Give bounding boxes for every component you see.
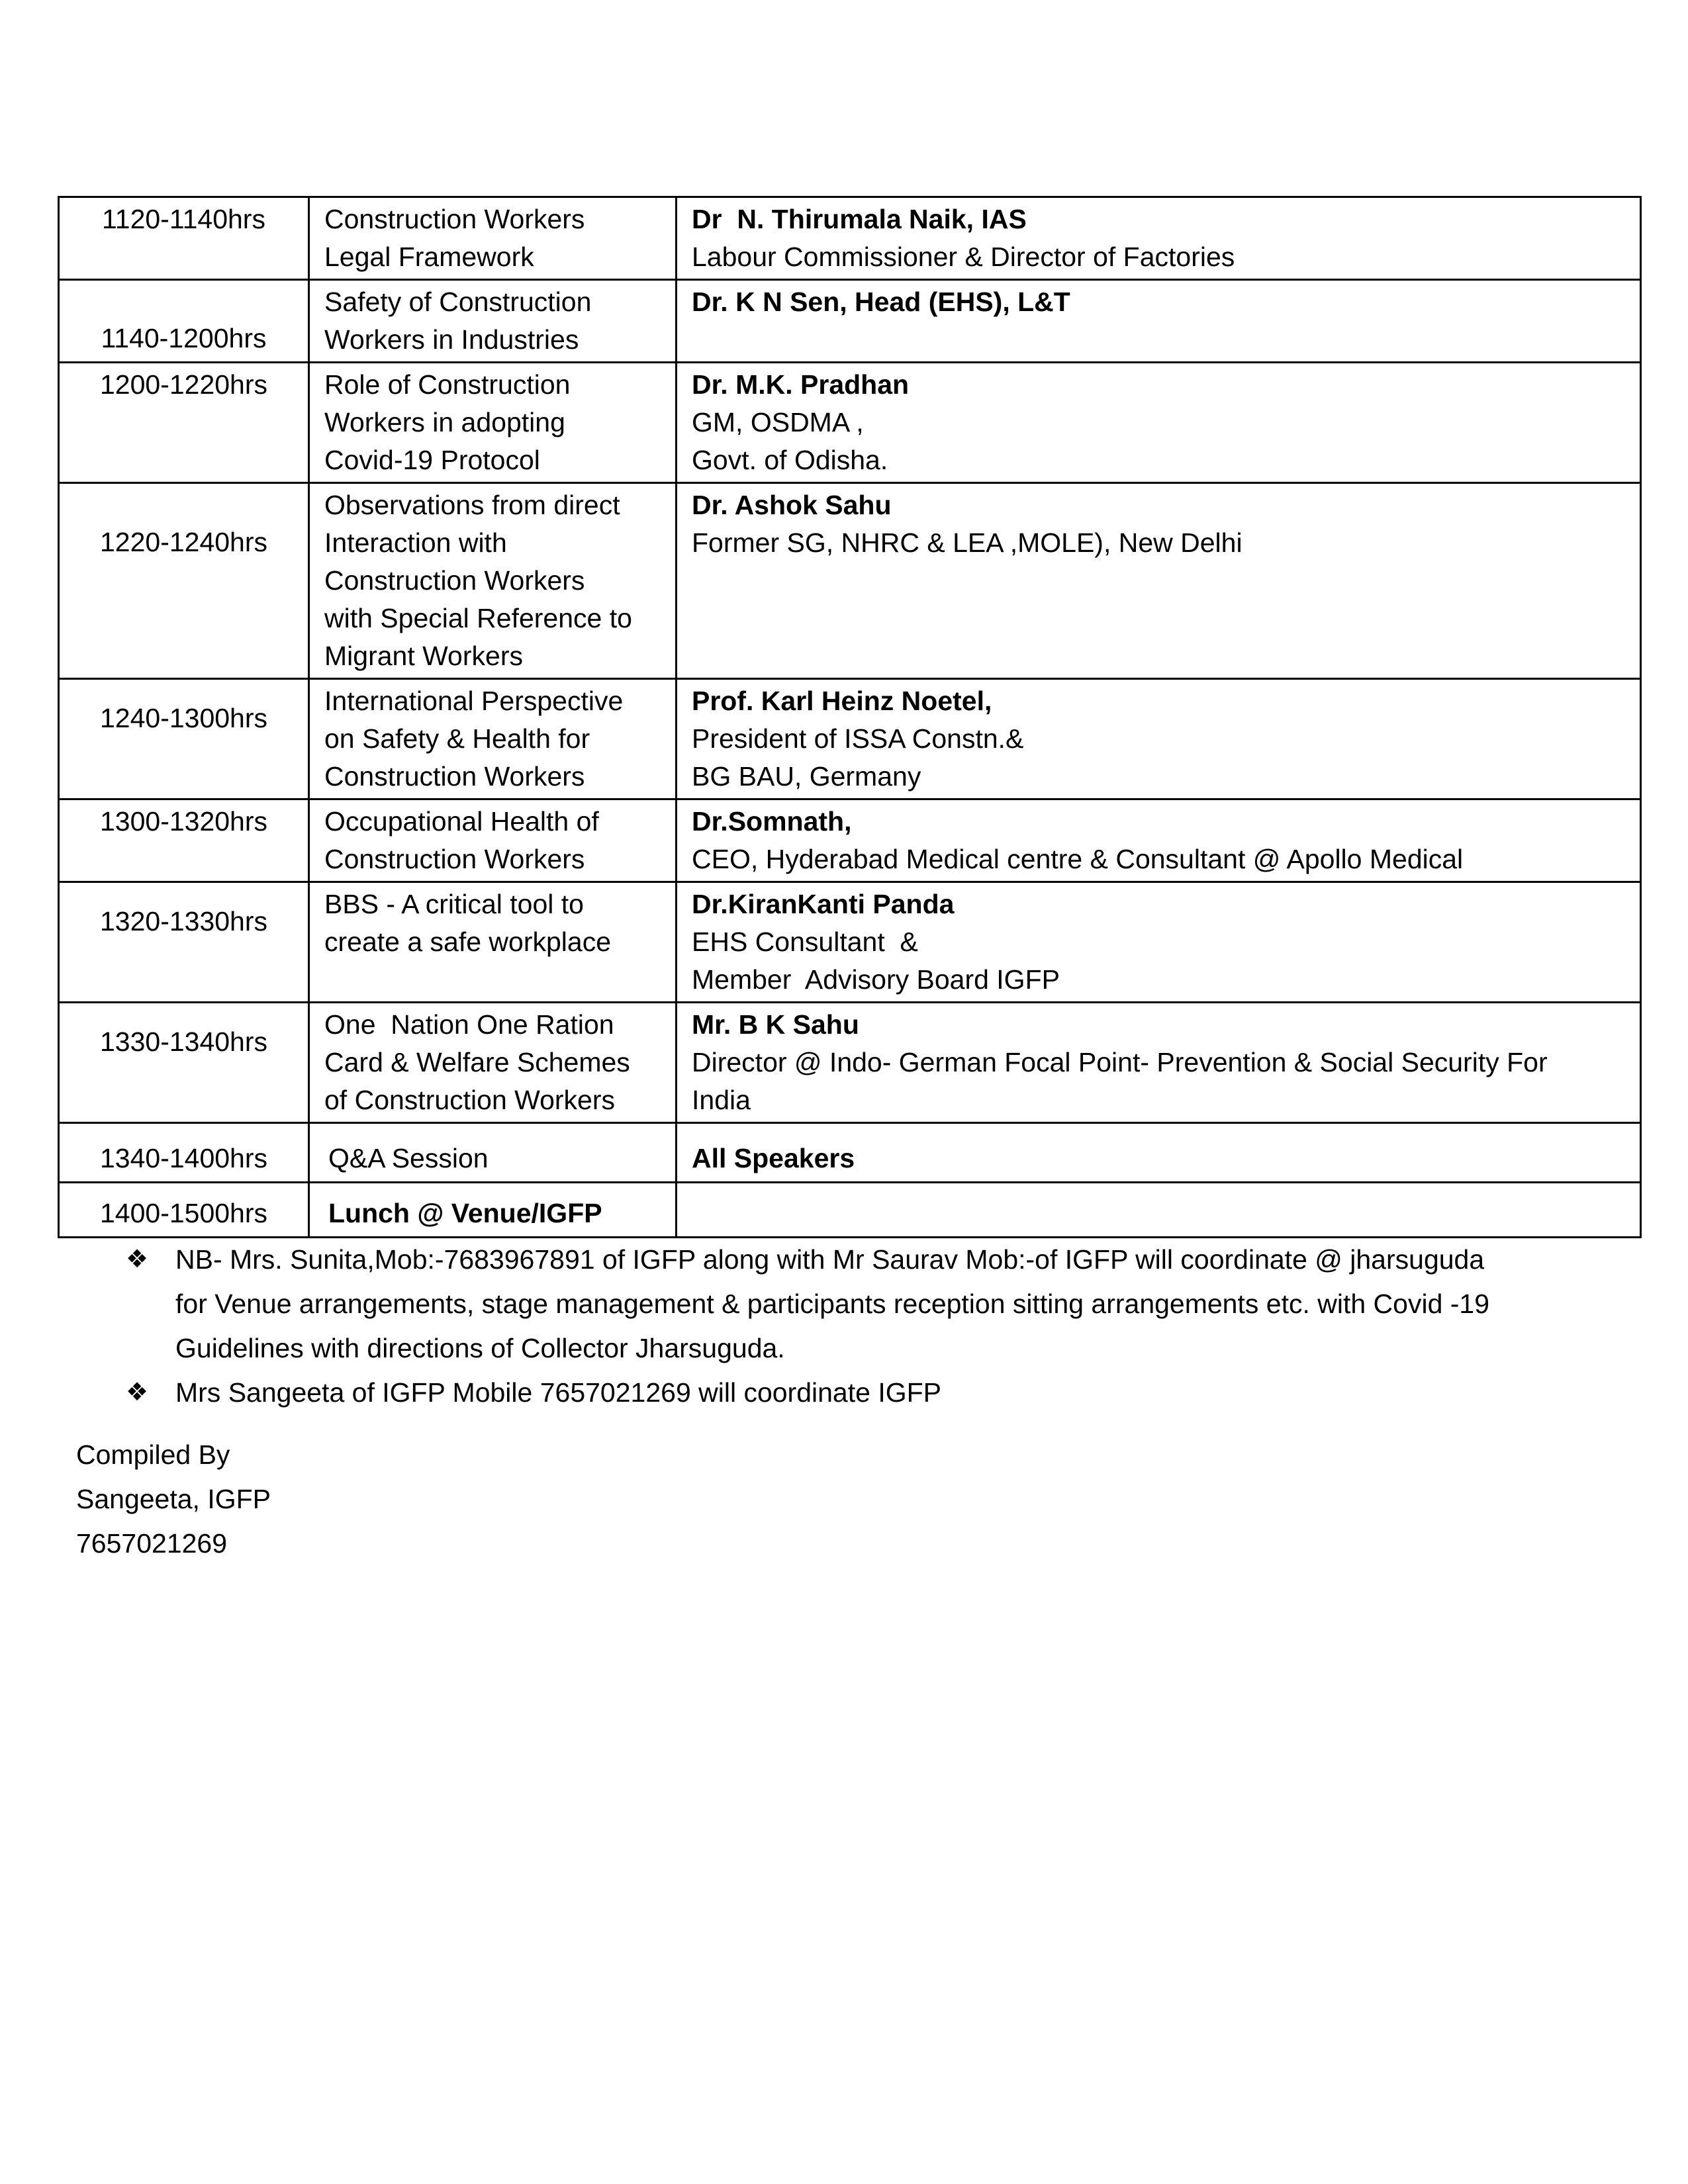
topic-line: Role of Construction bbox=[324, 369, 571, 400]
speaker-detail: Labour Commissioner & Director of Factories bbox=[692, 242, 1235, 272]
speaker-cell bbox=[677, 679, 1641, 799]
speaker-detail: Govt. of Odisha. bbox=[692, 445, 888, 475]
speaker-detail: CEO, Hyderabad Medical centre & Consultant @ Apollo Medical bbox=[692, 844, 1464, 874]
topic-line: on Safety & Health for bbox=[324, 723, 590, 754]
schedule-table bbox=[58, 196, 1642, 1238]
speaker-name: Dr. Ashok Sahu bbox=[692, 490, 892, 520]
table-row bbox=[59, 799, 1641, 882]
time-cell: 1140-1200hrs bbox=[59, 280, 309, 363]
table-row bbox=[59, 363, 1641, 483]
topic-cell bbox=[309, 197, 677, 280]
speaker-cell bbox=[677, 1123, 1641, 1183]
compiled-by-block bbox=[76, 1433, 271, 1566]
topic-line: Interaction with bbox=[324, 527, 507, 558]
topic-cell bbox=[309, 363, 677, 483]
topic-line: Workers in Industries bbox=[324, 324, 579, 355]
topic-cell bbox=[309, 679, 677, 799]
note-line: for Venue arrangements, stage management & participants reception sitting arrangements etc. with Covid -19 bbox=[175, 1289, 1490, 1319]
speaker-name: Dr. K N Sen, Head (EHS), L&T bbox=[692, 287, 1070, 317]
speaker-cell bbox=[677, 882, 1641, 1003]
speaker-detail: Former SG, NHRC & LEA ,MOLE), New Delhi bbox=[692, 527, 1243, 558]
note-line: Mrs Sangeeta of IGFP Mobile 7657021269 will coordinate IGFP bbox=[175, 1377, 941, 1408]
topic-line: of Construction Workers bbox=[324, 1085, 616, 1115]
time-cell: 1340-1400hrs bbox=[59, 1123, 309, 1183]
time-cell: 1200-1220hrs bbox=[59, 363, 309, 483]
topic-cell bbox=[309, 1123, 677, 1183]
table-row bbox=[59, 679, 1641, 799]
speaker-detail: GM, OSDMA , bbox=[692, 407, 864, 437]
topic-line: One Nation One Ration bbox=[324, 1009, 614, 1040]
table-row bbox=[59, 280, 1641, 363]
speaker-cell bbox=[677, 363, 1641, 483]
time-cell: 1330-1340hrs bbox=[59, 1003, 309, 1123]
topic-cell bbox=[309, 882, 677, 1003]
speaker-name: Dr. M.K. Pradhan bbox=[692, 369, 910, 400]
table-row bbox=[59, 1123, 1641, 1183]
note-item bbox=[126, 1371, 1622, 1415]
topic-line: Covid-19 Protocol bbox=[324, 445, 540, 475]
speaker-cell bbox=[677, 799, 1641, 882]
diamond-bullet-icon: ❖ bbox=[126, 1246, 149, 1273]
speaker-detail: Member Advisory Board IGFP bbox=[692, 964, 1060, 995]
compiler-phone: 7657021269 bbox=[76, 1528, 228, 1559]
speaker-detail: Director @ Indo- German Focal Point- Prevention & Social Security For bbox=[692, 1047, 1548, 1077]
table-row bbox=[59, 483, 1641, 679]
speaker-detail: India bbox=[692, 1085, 751, 1115]
compiler-name: Sangeeta, IGFP bbox=[76, 1484, 271, 1514]
topic-line: Workers in adopting bbox=[324, 407, 565, 437]
table-row bbox=[59, 1183, 1641, 1238]
time-cell: 1400-1500hrs bbox=[59, 1183, 309, 1238]
speaker-name: Dr.Somnath, bbox=[692, 806, 852, 837]
speaker-name: Dr.KiranKanti Panda bbox=[692, 889, 955, 919]
topic-cell bbox=[309, 483, 677, 679]
time-cell: 1240-1300hrs bbox=[59, 679, 309, 799]
topic-line: Q&A Session bbox=[328, 1143, 489, 1173]
speaker-cell bbox=[677, 1003, 1641, 1123]
topic-line: BBS - A critical tool to bbox=[324, 889, 584, 919]
time-cell: 1320-1330hrs bbox=[59, 882, 309, 1003]
topic-cell bbox=[309, 799, 677, 882]
topic-cell bbox=[309, 1183, 677, 1238]
topic-line: with Special Reference to bbox=[324, 603, 632, 633]
diamond-bullet-icon: ❖ bbox=[126, 1379, 149, 1406]
schedule-body bbox=[59, 197, 1641, 1238]
topic-line: Construction Workers bbox=[324, 565, 585, 596]
topic-line: Migrant Workers bbox=[324, 641, 523, 671]
topic-line: Lunch @ Venue/IGFP bbox=[328, 1198, 602, 1228]
topic-line: International Perspective bbox=[324, 686, 624, 716]
topic-cell bbox=[309, 280, 677, 363]
topic-line: Occupational Health of bbox=[324, 806, 599, 837]
speaker-detail: BG BAU, Germany bbox=[692, 761, 921, 792]
topic-line: Safety of Construction bbox=[324, 287, 592, 317]
note-line: Guidelines with directions of Collector Jharsuguda. bbox=[175, 1333, 785, 1363]
compiled-by-label: Compiled By bbox=[76, 1439, 230, 1470]
note-line: NB- Mrs. Sunita,Mob:-7683967891 of IGFP along with Mr Saurav Mob:-of IGFP will coordinate @ jharsuguda bbox=[175, 1244, 1485, 1275]
topic-line: Legal Framework bbox=[324, 242, 534, 272]
speaker-cell bbox=[677, 280, 1641, 363]
speaker-cell bbox=[677, 1183, 1641, 1238]
time-cell: 1300-1320hrs bbox=[59, 799, 309, 882]
time-cell: 1220-1240hrs bbox=[59, 483, 309, 679]
speaker-name: All Speakers bbox=[692, 1143, 855, 1173]
topic-line: Observations from direct bbox=[324, 490, 620, 520]
speaker-detail: President of ISSA Constn.& bbox=[692, 723, 1024, 754]
topic-cell bbox=[309, 1003, 677, 1123]
note-item bbox=[126, 1238, 1622, 1371]
speaker-name: Dr N. Thirumala Naik, IAS bbox=[692, 204, 1027, 234]
time-cell: 1120-1140hrs bbox=[59, 197, 309, 280]
notes-list bbox=[126, 1238, 1622, 1415]
speaker-name: Mr. B K Sahu bbox=[692, 1009, 859, 1040]
speaker-cell bbox=[677, 483, 1641, 679]
topic-line: Card & Welfare Schemes bbox=[324, 1047, 630, 1077]
speaker-name: Prof. Karl Heinz Noetel, bbox=[692, 686, 992, 716]
table-row bbox=[59, 1003, 1641, 1123]
speaker-cell bbox=[677, 197, 1641, 280]
speaker-detail: EHS Consultant & bbox=[692, 927, 918, 957]
table-row bbox=[59, 197, 1641, 280]
topic-line: Construction Workers bbox=[324, 844, 585, 874]
topic-line: Construction Workers bbox=[324, 204, 585, 234]
table-row bbox=[59, 882, 1641, 1003]
topic-line: Construction Workers bbox=[324, 761, 585, 792]
topic-line: create a safe workplace bbox=[324, 927, 612, 957]
